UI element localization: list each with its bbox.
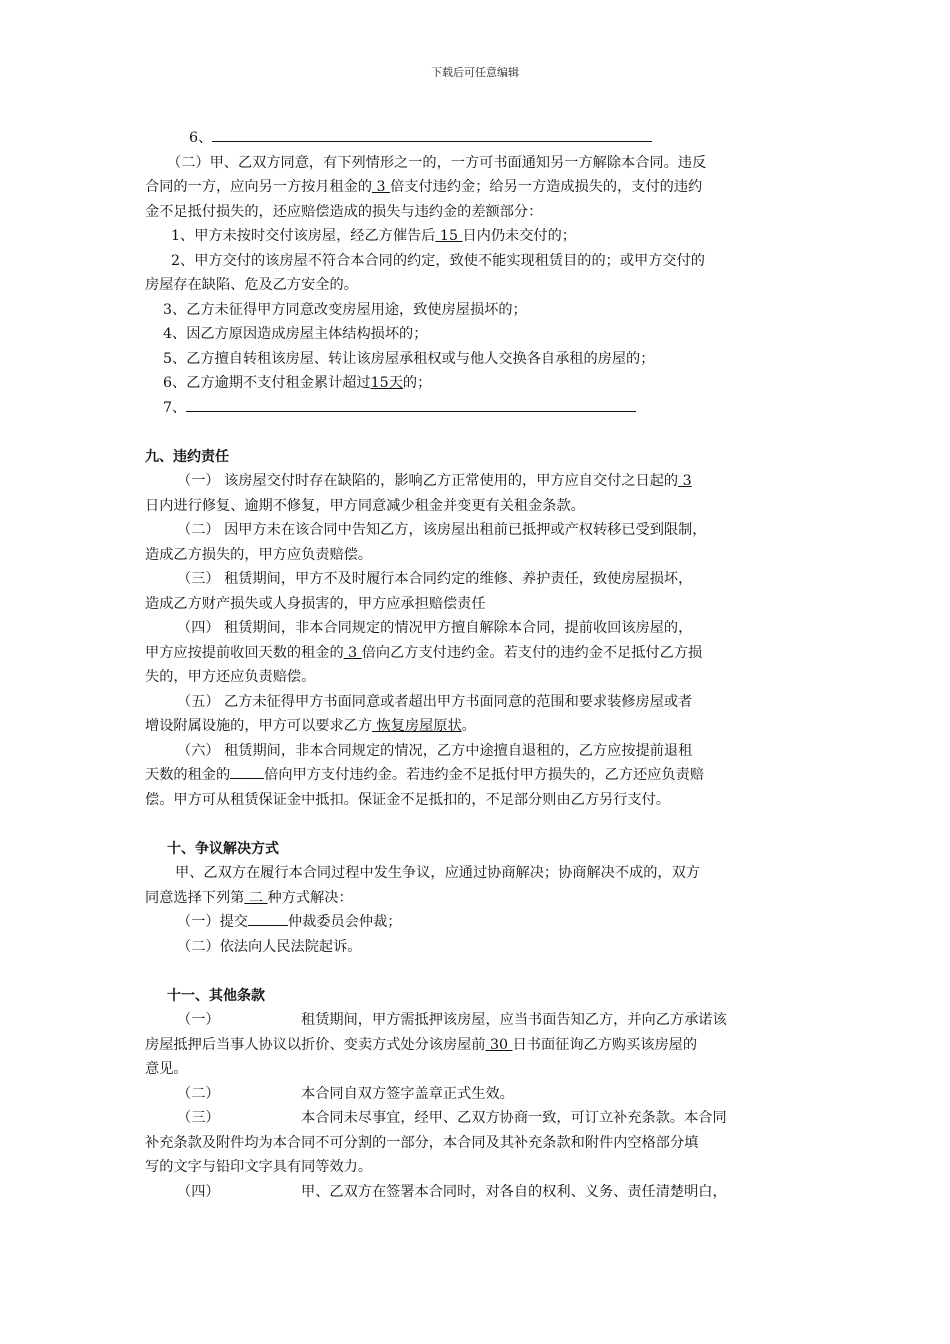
- termination-item-2: 2、甲方交付的该房屋不符合本合同的约定，致使不能实现租赁目的的；或甲方交付的: [171, 252, 705, 269]
- section-10-title: 十、争议解决方式: [167, 840, 279, 857]
- termination-item-5: 5、乙方擅自转租该房屋、转让该房屋承租权或与他人交换各自承租的房屋的；: [163, 350, 655, 367]
- fill-blank[interactable]: [186, 397, 636, 412]
- penalty-multiple: 3: [372, 179, 391, 195]
- fill-blank[interactable]: [230, 764, 264, 779]
- delivery-days: 15: [435, 228, 463, 244]
- fill-blank[interactable]: [248, 911, 288, 926]
- termination-item-3: 3、乙方未征得甲方同意改变房屋用途，致使房屋损坏的；: [163, 301, 527, 318]
- termination-intro: （二）甲、乙双方同意，有下列情形之一的，一方可书面通知另一方解除本合同。违反: [167, 154, 707, 171]
- contract-body: 6、 （二）甲、乙双方同意，有下列情形之一的，一方可书面通知另一方解除本合同。违反 合同的一方，应向另一方按月租金的 3 倍支付违约金；给另一方造成损失的，支付的违约 金不足抵付损失的，还应赔偿造成的损失与违约金的差额部分： 1、甲方未按时交付该房屋，经乙方催告后 15 日内仍未交付的； 2、甲方交付的该房屋不符合本合同的约定，致使不能实现租赁目的的；或甲方交付的 房屋存在缺陷、危及乙方安全的。 3、乙方未征得甲方同意改变房屋用途，致使房屋损坏的； 4、因乙方原因造成房屋主体结构损坏的； 5、乙方擅自转租该房屋、转让该房屋承租权或与他人交换各自承租的房屋的； 6、乙方逾期不支付租金累计超过15天的； 7、 九、违约责任 （一） 该房屋交付时存在缺陷的，影响乙方正常使用的，甲方应自交付之日起的 3 日内进行修复、逾期不修复，甲方同意减少租金并变更有关租金条款。 （二） 因甲方未在该合同中告知乙方，该房屋出租前已抵押或产权转移已受到限制， 造成乙方损失的，甲方应负责赔偿。 （三） 租赁期间，甲方不及时履行本合同约定的维修、养护责任，致使房屋损坏， 造成乙方财产损失或人身损害的，甲方应承担赔偿责任 （四） 租赁期间，非本合同规定的情况甲方擅自解除本合同，提前收回该房屋的， 甲方应按提前收回天数的租金的 3 倍向乙方支付违约金。若支付的违约金不足抵付乙方损 失的，甲方还应负责赔偿。 （五） 乙方未征得甲方书面同意或者超出甲方书面同意的范围和要求装修房屋或者 增设附属设施的，甲方可以要求乙方 恢复房屋原状。 （六） 租赁期间，非本合同规定的情况，乙方中途擅自退租的，乙方应按提前退租 天数的租金的 倍向甲方支付违约金。若违约金不足抵付甲方损失的，乙方还应负责赔 偿。甲方可从租赁保证金中抵扣。保证金不足抵扣的，不足部分则由乙方另行支付。 十、争议解决方式 甲、乙双方在履行本合同过程中发生争议，应通过协商解决；协商解决不成的，双方 同意选择下列第 二 种方式解决： （一）提交 仲裁委员会仲裁； （二）依法向人民法院起诉。 十一、其他条款 （一） 租赁期间，甲方需抵押该房屋，应当书面告知乙方，并向乙方承诺该 房屋抵押后当事人协议以折价、变卖方式处分该房屋前 30 日书面征询乙方购买该房屋的 意见。 （二） 本合同自双方签字盖章正式生效。 （三） 本合同未尽事宜，经甲、乙双方协商一致，可订立补充条款。本合同 补充条款及附件均为本合同不可分割的一部分，本合同及其补充条款和附件内空格部分填 写的文字与铅印文字具有同等效力。 （四） 甲、乙双方在签署本合同时，对各自的权利、义务、责任清楚明白，: [145, 126, 810, 1204]
- termination-item-1: 1、甲方未按时交付该房屋，经乙方催告后 15 日内仍未交付的；: [171, 228, 576, 244]
- termination-item-4: 4、因乙方原因造成房屋主体结构损坏的；: [163, 326, 428, 342]
- fill-blank[interactable]: [212, 127, 652, 142]
- landlord-penalty-multiple: 3: [343, 644, 362, 661]
- dispute-option: 二: [244, 889, 268, 906]
- section-9-title: 九、违约责任: [145, 448, 229, 465]
- item-6-blank: 6、: [145, 126, 810, 151]
- termination-item-7: 7、: [145, 396, 810, 421]
- page-header: 下载后可任意编辑: [431, 66, 519, 79]
- section-11-title: 十一、其他条款: [167, 987, 265, 1004]
- restore-requirement: 恢复房屋原状: [372, 718, 462, 734]
- termination-item-6: 6、乙方逾期不支付租金累计超过15天的；: [163, 375, 432, 391]
- notice-days: 30: [485, 1036, 513, 1053]
- repair-days: 3: [678, 473, 692, 489]
- overdue-days: 15天: [370, 375, 403, 391]
